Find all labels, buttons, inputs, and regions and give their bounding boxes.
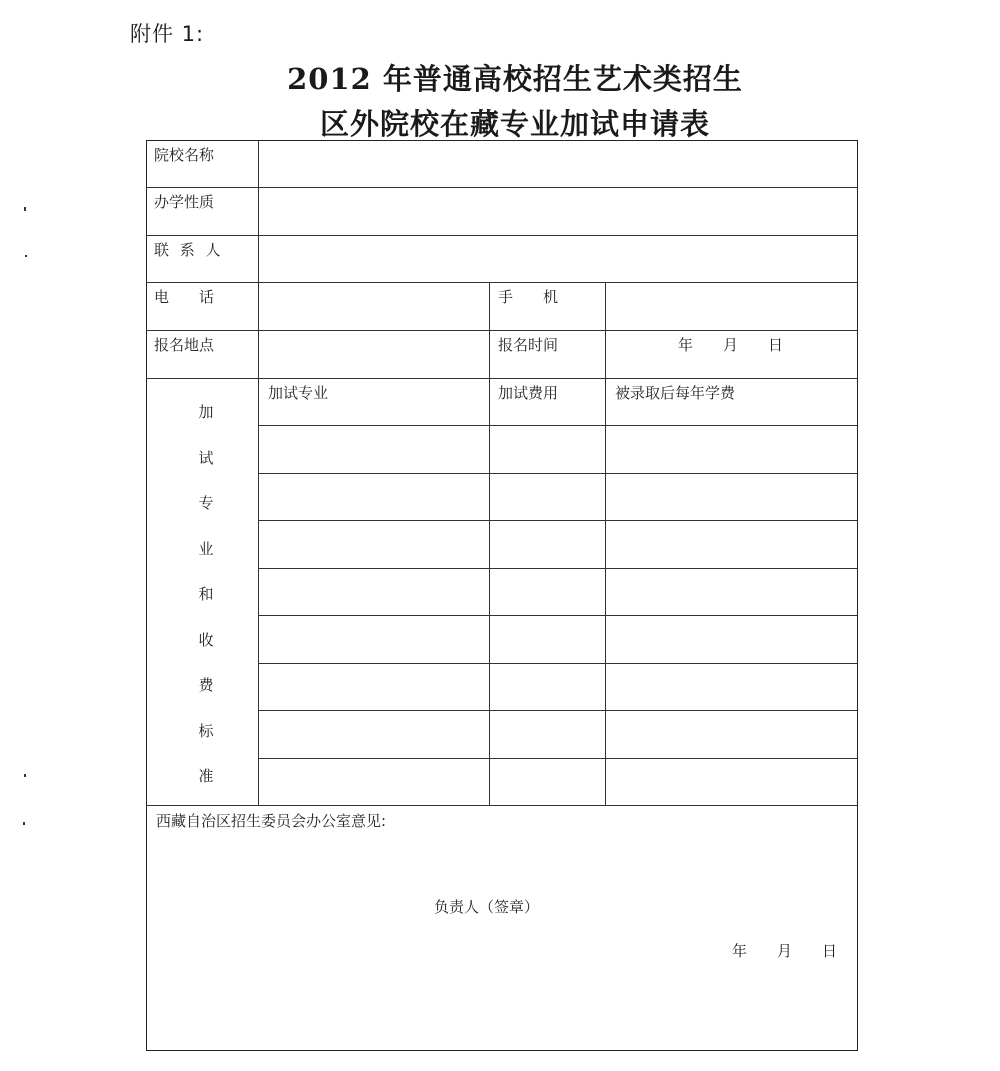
attachment-label: 附件 1: bbox=[130, 22, 205, 46]
signature-date: 年 月 日 bbox=[732, 942, 838, 960]
row-divider bbox=[258, 615, 858, 616]
header-major: 加试专业 bbox=[268, 384, 329, 402]
row-divider bbox=[258, 710, 858, 711]
scan-speck bbox=[23, 822, 25, 825]
label-mobile: 手 机 bbox=[498, 288, 559, 306]
scan-speck bbox=[24, 207, 26, 211]
signer-label: 负责人（签章） bbox=[434, 898, 540, 916]
row-divider bbox=[146, 805, 858, 806]
column-divider bbox=[489, 378, 490, 805]
label-registration-time: 报名时间 bbox=[498, 336, 559, 354]
header-fee: 加试费用 bbox=[498, 384, 559, 402]
column-divider bbox=[605, 378, 606, 805]
column-divider bbox=[258, 140, 259, 805]
registration-date-blank: 年 月 日 bbox=[678, 336, 784, 354]
label-registration-place: 报名地点 bbox=[154, 336, 215, 354]
row-divider bbox=[258, 473, 858, 474]
row-divider bbox=[146, 330, 858, 331]
row-divider bbox=[258, 520, 858, 521]
label-school-nature: 办学性质 bbox=[154, 193, 215, 211]
label-phone: 电 话 bbox=[154, 288, 215, 306]
document-title-line-1: 2012 年普通高校招生艺术类招生 bbox=[287, 62, 743, 96]
document-title-line-2: 区外院校在藏专业加试申请表 bbox=[319, 107, 710, 141]
label-school-name: 院校名称 bbox=[154, 146, 215, 164]
column-divider bbox=[489, 282, 490, 378]
column-divider bbox=[605, 282, 606, 378]
opinion-label: 西藏自治区招生委员会办公室意见: bbox=[156, 812, 387, 830]
fees-section-label: 加试专业和收费标准 bbox=[198, 403, 214, 785]
row-divider bbox=[258, 568, 858, 569]
header-tuition: 被录取后每年学费 bbox=[615, 384, 736, 402]
row-divider bbox=[258, 663, 858, 664]
row-divider bbox=[258, 758, 858, 759]
scan-speck bbox=[25, 255, 27, 257]
row-divider bbox=[146, 235, 858, 236]
scan-speck bbox=[24, 774, 26, 777]
row-divider bbox=[146, 282, 858, 283]
row-divider bbox=[146, 378, 858, 379]
row-divider bbox=[146, 187, 858, 188]
row-divider bbox=[258, 425, 858, 426]
label-contact: 联 系 人 bbox=[154, 241, 224, 259]
